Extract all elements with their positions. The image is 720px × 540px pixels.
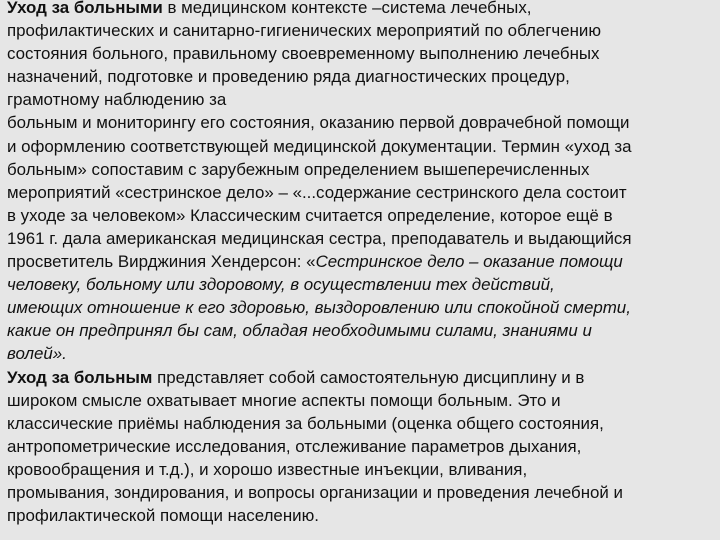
term-patient-care-2: Уход за больным bbox=[7, 367, 153, 387]
quote-span: Сестринское дело – оказание помощи bbox=[315, 252, 623, 272]
text-line: промывания, зондирования, и вопросы организации и проведения лечебной и bbox=[7, 482, 623, 502]
text-line: больным и мониторингу его состояния, оказанию первой доврачебной помощи bbox=[7, 113, 630, 133]
text-line: 1961 г. дала американская медицинская сестра, преподаватель и выдающийся bbox=[7, 228, 632, 248]
quote-line: какие он предпринял бы сам, обладая необходимыми силами, знаниями и bbox=[7, 321, 592, 341]
text-line: профилактической помощи населению. bbox=[7, 506, 319, 526]
quote-line: человеку, больному или здоровому, в осуществлении тех действий, bbox=[7, 275, 555, 295]
text-line: профилактических и санитарно-гигиенических мероприятий по облегчению bbox=[7, 21, 602, 41]
body-text bbox=[7, 0, 717, 527]
text-line: назначений, подготовке и проведению ряда диагностических процедур, bbox=[7, 67, 570, 87]
text-line: широком смысле охватывает многие аспекты помощи больным. Это и bbox=[7, 390, 561, 410]
text-line: в уходе за человеком» Классическим считается определение, которое ещё в bbox=[7, 205, 613, 225]
text-line: состояния больного, правильному своевременному выполнению лечебных bbox=[7, 44, 600, 64]
text-line: мероприятий «сестринское дело» – «...содержание сестринского дела состоит bbox=[7, 182, 627, 202]
text-line: больным» сопоставим с зарубежным определением вышеперечисленных bbox=[7, 159, 590, 179]
text-line: классические приёмы наблюдения за больными (оценка общего состояния, bbox=[7, 413, 604, 433]
text-line bbox=[7, 0, 717, 19]
text-span: представляет собой самостоятельную дисциплину и в bbox=[152, 367, 585, 387]
text-line: грамотному наблюдению за bbox=[7, 90, 227, 110]
text-line bbox=[7, 250, 717, 273]
term-patient-care: Уход за больными bbox=[7, 0, 163, 17]
text-line: и оформлению соответствующей медицинской документации. Термин «уход за bbox=[7, 136, 632, 156]
text-span: в медицинском контексте –система лечебных, bbox=[162, 0, 532, 17]
text-line: кровообращения и т.д.), и хорошо известные инъекции, вливания, bbox=[7, 459, 528, 479]
text-span: просветитель Вирджиния Хендерсон: « bbox=[7, 252, 316, 272]
text-line: антропометрические исследования, отслеживание параметров дыхания, bbox=[7, 436, 582, 456]
quote-line: волей». bbox=[7, 344, 67, 364]
text-line bbox=[7, 366, 717, 389]
quote-line: имеющих отношение к его здоровью, выздоровлению или спокойной смерти, bbox=[7, 298, 631, 318]
